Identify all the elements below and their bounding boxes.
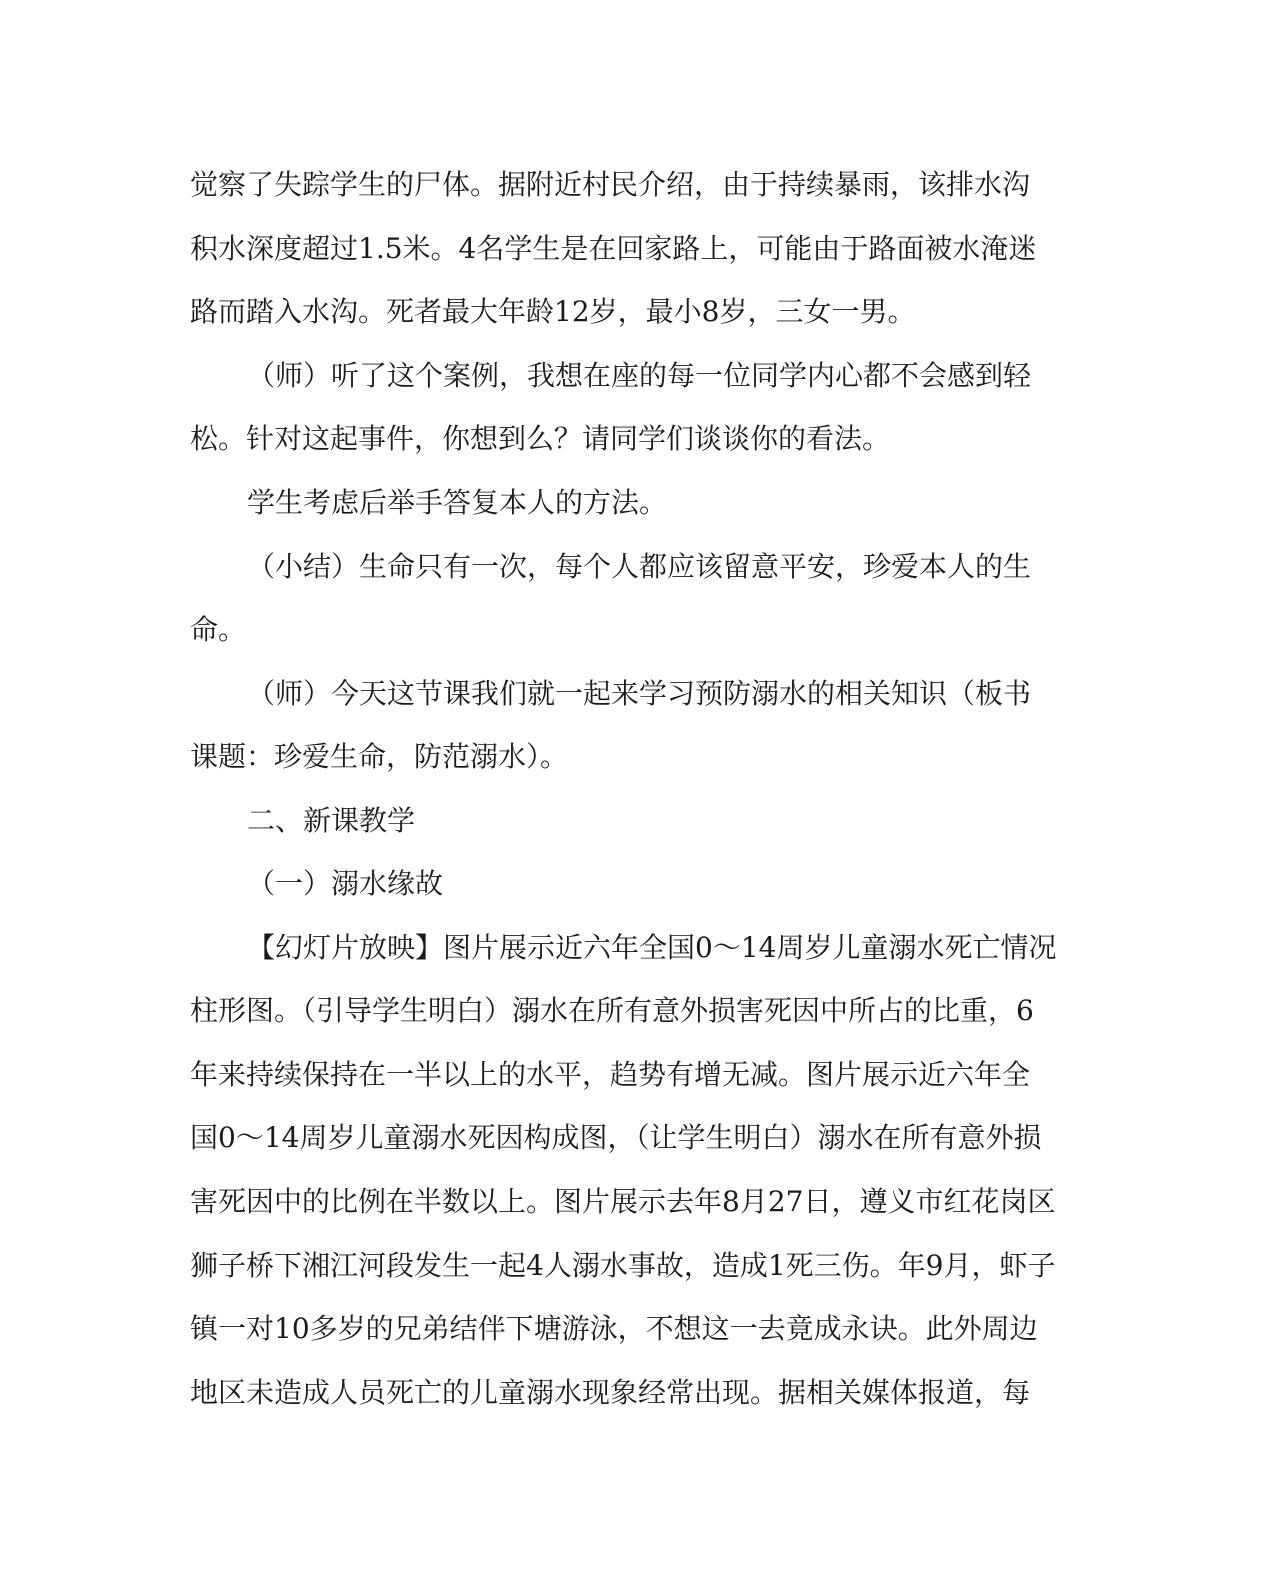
paragraph-first-line: 学生考虑后举手答复本人的方法。 [247,486,668,519]
text-line: 国0～14周岁儿童溺水死因构成图，（让学生明白）溺水在所有意外损 [190,1121,1042,1154]
text-line: 狮子桥下湘江河段发生一起4人溺水事故，造成1死三伤。年9月，虾子 [190,1249,1056,1282]
paragraph-first-line: （小结）生命只有一次，每个人都应该留意平安，珍爱本人的生 [247,550,1032,583]
text-line: 松。针对这起事件，你想到么？请同学们谈谈你的看法。 [190,422,891,455]
text-line: 镇一对10多岁的兄弟结伴下塘游泳，不想这一去竟成永诀。此外周边 [190,1312,1038,1345]
text-line: 害死因中的比例在半数以上。图片展示去年8月27日，遵义市红花岗区 [190,1185,1056,1218]
text-line: 觉察了失踪学生的尸体。据附近村民介绍，由于持续暴雨，该排水沟 [190,168,1031,201]
paragraph-first-line: 【幻灯片放映】图片展示近六年全国0～14周岁儿童溺水死亡情况 [247,931,1057,964]
text-line: 年来持续保持在一半以上的水平，趋势有增无减。图片展示近六年全 [190,1058,1031,1091]
subsection-heading: （一）溺水缘故 [247,867,444,900]
text-line: 积水深度超过1.5米。4名学生是在回家路上，可能由于路面被水淹迷 [190,232,1037,265]
text-line: 课题：珍爱生命，防范溺水）。 [190,740,569,773]
text-line: 地区未造成人员死亡的儿童溺水现象经常出现。据相关媒体报道，每 [190,1376,1031,1409]
text-line: 命。 [190,613,247,646]
section-heading: 二、新课教学 [247,804,416,837]
paragraph-first-line: （师）今天这节课我们就一起来学习预防溺水的相关知识（板书 [247,677,1032,710]
text-line: 路而踏入水沟。死者最大年龄12岁，最小8岁，三女一男。 [190,295,916,328]
text-line: 柱形图。（引导学生明白）溺水在所有意外损害死因中所占的比重，6 [190,994,1034,1027]
paragraph-first-line: （师）听了这个案例，我想在座的每一位同学内心都不会感到轻 [247,359,1032,392]
